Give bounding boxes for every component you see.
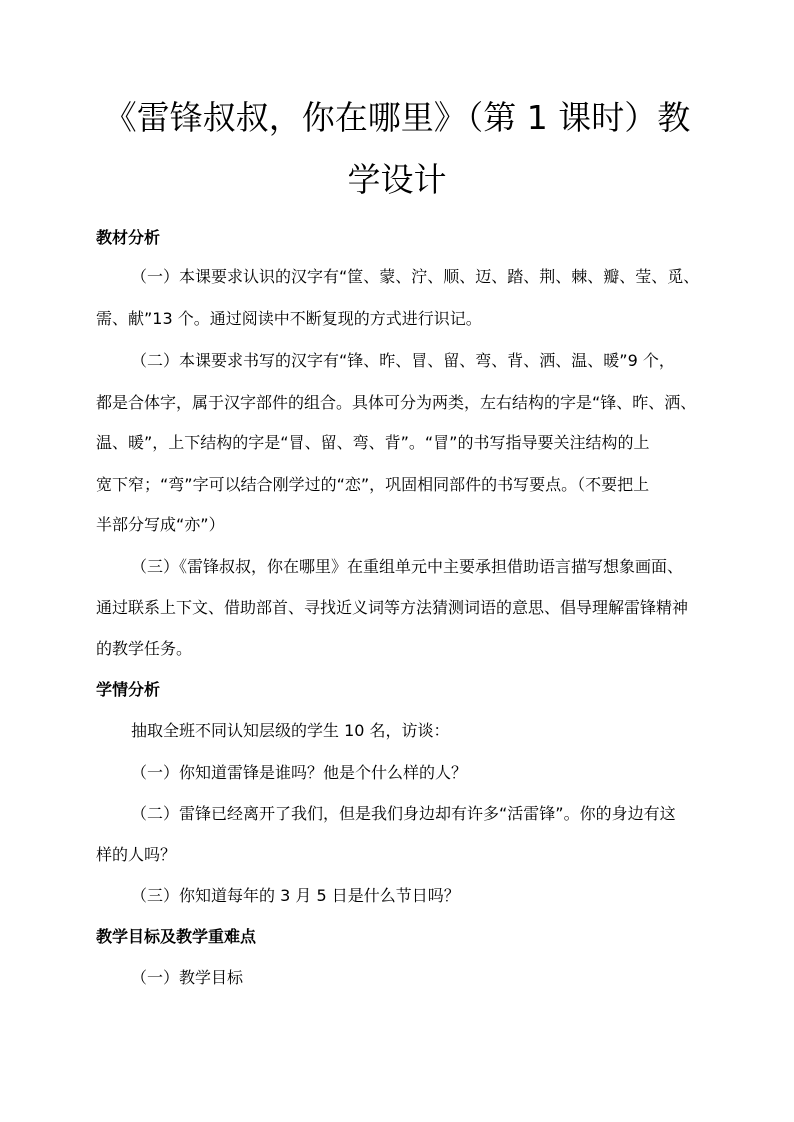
paragraph-line: 半部分写成“亦”） <box>96 515 225 534</box>
paragraph-line: （三）你知道每年的 3 月 5 日是什么节日吗？ <box>131 886 460 905</box>
paragraph-line: （二）本课要求书写的汉字有“锋、昨、冒、留、弯、背、洒、温、暖”9 个， <box>131 351 675 370</box>
paragraph-line: 抽取全班不同认知层级的学生 10 名，访谈： <box>131 721 450 740</box>
paragraph-line: （二）雷锋已经离开了我们，但是我们身边却有许多“活雷锋”。你的身边有这 <box>131 804 676 823</box>
paragraph-line: 样的人吗？ <box>96 845 177 864</box>
paragraph-line: （一）本课要求认识的汉字有“筐、蒙、泞、顺、迈、踏、荆、棘、瓣、莹、觅、 <box>131 267 700 286</box>
paragraph-line: （一）你知道雷锋是谁吗？他是个什么样的人？ <box>131 763 468 782</box>
paragraph-line: 都是合体字，属于汉字部件的组合。具体可分为两类，左右结构的字是“锋、昨、洒、 <box>96 393 697 412</box>
paragraph-line: 通过联系上下文、借助部首、寻找近义词等方法猜测词语的意思、倡导理解雷锋精神 <box>96 598 689 617</box>
section-heading-teaching-goals: 教学目标及教学重难点 <box>96 927 257 946</box>
document-title-line-1: 《雷锋叔叔，你在哪里》（第 1 课时）教 <box>103 98 691 137</box>
paragraph-line: 需、献”13 个。通过阅读中不断复现的方式进行识记。 <box>96 309 482 328</box>
paragraph-line: （一）教学目标 <box>131 968 244 987</box>
paragraph-line: 温、暖”，上下结构的字是“冒、留、弯、背”。“冒”的书写指导要关注结构的上 <box>96 433 650 452</box>
paragraph-line: 的教学任务。 <box>96 639 193 658</box>
section-heading-material-analysis: 教材分析 <box>96 228 161 247</box>
paragraph-line: （三）《雷锋叔叔，你在哪里》在重组单元中主要承担借助语言描写想象画面、 <box>131 557 684 576</box>
section-heading-student-analysis: 学情分析 <box>96 680 161 699</box>
paragraph-line: 宽下窄；“弯”字可以结合刚学过的“恋”，巩固相同部件的书写要点。（不要把上 <box>96 475 650 494</box>
document-title-line-2: 学设计 <box>347 160 447 199</box>
